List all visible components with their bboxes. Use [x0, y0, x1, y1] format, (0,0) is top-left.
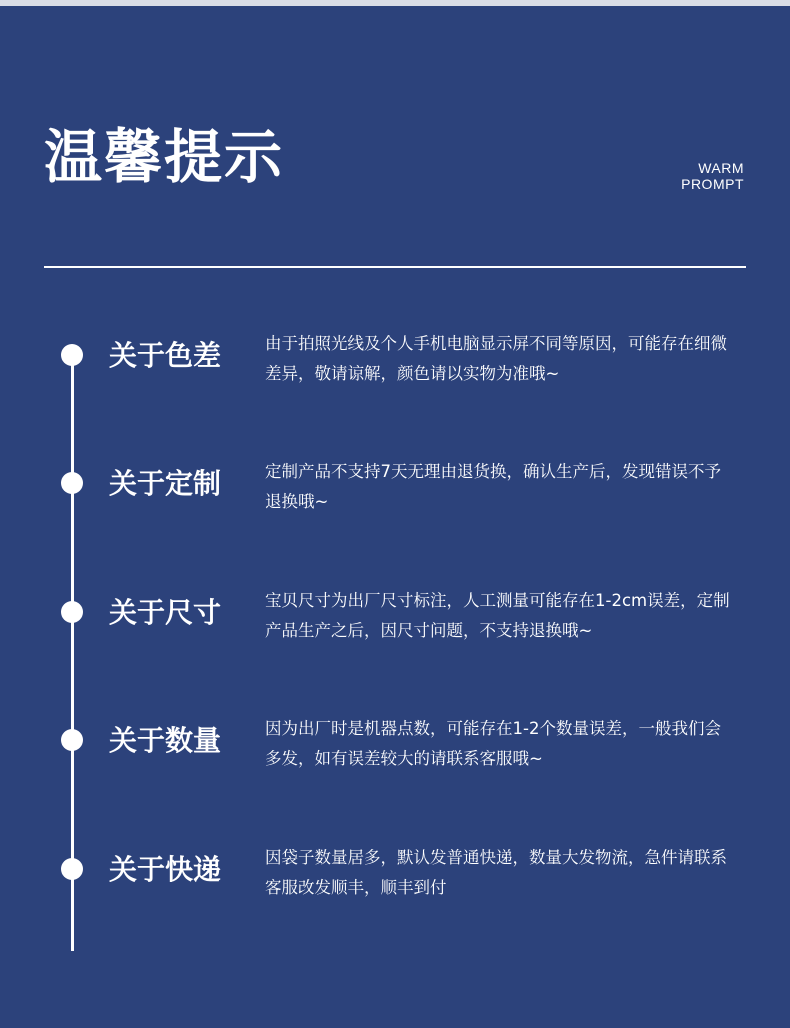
page-title: 温馨提示	[44, 123, 285, 191]
timeline-dot	[61, 344, 83, 366]
notice-title: 关于数量	[109, 724, 222, 757]
notice-title: 关于快递	[109, 853, 222, 886]
notice-item-color-difference	[0, 334, 790, 424]
notice-description: 因为出厂时是机器点数，可能存在1-2个数量误差，一般我们会多发，如有误差较大的请联系客服哦~	[265, 719, 721, 768]
subtitle-line-warm: WARM	[698, 160, 744, 176]
timeline-dot	[61, 858, 83, 880]
timeline-dot	[61, 601, 83, 623]
notice-item-size	[0, 591, 790, 681]
notice-item-quantity	[0, 719, 790, 809]
top-strip	[0, 0, 790, 6]
notice-description: 因袋子数量居多，默认发普通快递，数量大发物流，急件请联系客服改发顺丰，顺丰到付	[265, 848, 727, 897]
notice-description: 定制产品不支持7天无理由退货换，确认生产后，发现错误不予退换哦~	[265, 462, 721, 511]
notice-title: 关于色差	[109, 339, 222, 372]
notice-item-customization	[0, 462, 790, 552]
header-divider	[44, 266, 746, 268]
timeline-dot	[61, 729, 83, 751]
subtitle-line-prompt: PROMPT	[681, 176, 744, 192]
notice-title: 关于定制	[109, 467, 222, 500]
timeline-dot	[61, 472, 83, 494]
notice-item-shipping	[0, 848, 790, 938]
page-subtitle	[681, 160, 744, 192]
notice-description: 宝贝尺寸为出厂尺寸标注，人工测量可能存在1-2cm误差，定制产品生产之后，因尺寸问题，不支持退换哦~	[265, 591, 730, 640]
notice-title: 关于尺寸	[109, 596, 222, 629]
notice-description: 由于拍照光线及个人手机电脑显示屏不同等原因，可能存在细微差异，敬请谅解，颜色请以实物为准哦~	[265, 334, 727, 383]
